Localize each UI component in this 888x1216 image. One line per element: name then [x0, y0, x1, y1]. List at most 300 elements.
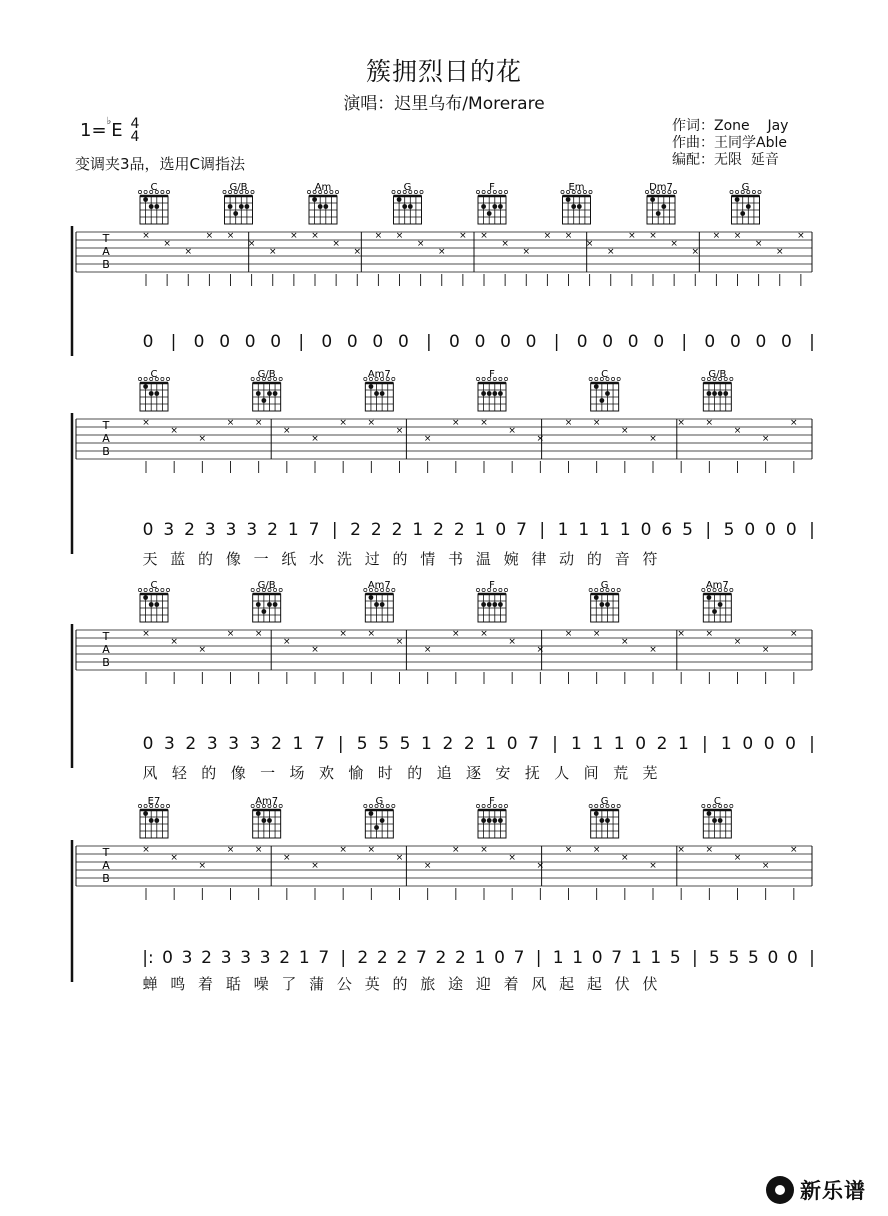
- jianpu-note: 0: [744, 520, 756, 540]
- tab-note: ×: [649, 231, 657, 241]
- tab-note: ×: [733, 853, 742, 863]
- tab-note: ×: [452, 845, 460, 855]
- tab-note: ×: [142, 418, 150, 428]
- lyric-char: 噪: [253, 975, 269, 993]
- jianpu-note: 1: [485, 734, 497, 754]
- jianpu-note: 1: [570, 734, 582, 754]
- jianpu-note: 1: [720, 734, 732, 754]
- arranger-credit: 编配：无限 延音: [672, 152, 779, 168]
- chord-diagram: [364, 369, 395, 411]
- lyric-char: 荒: [613, 764, 629, 782]
- jianpu-note: 2: [455, 948, 466, 968]
- jianpu-row: [0, 734, 888, 758]
- jianpu-note: 2: [271, 734, 282, 754]
- jianpu-note: 0: [162, 948, 173, 968]
- jianpu-barline: |: [298, 332, 305, 352]
- jianpu-note: 2: [463, 734, 475, 754]
- jianpu-barline: |: [809, 734, 815, 754]
- jianpu-note: 0: [576, 332, 588, 352]
- lyric-char: 像: [225, 550, 241, 568]
- jianpu-barline: |: [809, 948, 815, 968]
- jianpu-note: 0: [219, 332, 231, 352]
- chord-diagram: [138, 369, 169, 411]
- lyric-char: 着: [198, 975, 214, 993]
- jianpu-note: 0: [500, 332, 511, 352]
- lyric-char: 一: [260, 764, 276, 782]
- jianpu-note: 0: [767, 948, 779, 968]
- jianpu-note: 3: [163, 520, 175, 540]
- chord-name: Em: [568, 182, 585, 193]
- jianpu-barline: |: [691, 948, 698, 968]
- tab-note: ×: [311, 434, 319, 444]
- lyric-char: 天: [142, 550, 158, 568]
- tab-note: ×: [268, 247, 277, 257]
- key-prefix: 1=: [80, 120, 107, 141]
- tab-note: ×: [761, 861, 770, 871]
- tab-clef-letter: T: [102, 630, 110, 643]
- lyric-char: 风: [142, 764, 158, 782]
- lyric-char: 洗: [336, 550, 352, 568]
- chord-diagram: [561, 182, 592, 224]
- jianpu-note: 5: [682, 520, 693, 540]
- jianpu-barline: |: [337, 734, 344, 754]
- jianpu-note: 5: [723, 520, 735, 540]
- jianpu-note: 3: [246, 520, 258, 540]
- jianpu-note: 2: [391, 520, 403, 540]
- tab-note: ×: [254, 845, 263, 855]
- tab-note: ×: [670, 239, 678, 249]
- vinyl-record-icon: [766, 1176, 794, 1204]
- lyrics-row: [0, 762, 888, 784]
- tab-note: ×: [606, 247, 615, 257]
- chord-name: F: [489, 369, 495, 380]
- chord-name: C: [601, 369, 609, 380]
- chord-name: F: [489, 796, 495, 807]
- jianpu-note: 2: [442, 734, 454, 754]
- lyric-char: 迎: [475, 975, 491, 993]
- chord-name: G: [375, 796, 384, 807]
- chord-diagram: [589, 369, 620, 411]
- tab-note: ×: [543, 231, 552, 241]
- jianpu-note: 1: [592, 734, 604, 754]
- lyric-char: 愉: [348, 764, 364, 782]
- jianpu-note: 0: [627, 332, 639, 352]
- lyric-char: 纸: [281, 550, 297, 568]
- tab-note: ×: [621, 426, 629, 436]
- tab-clef-letter: B: [102, 872, 110, 885]
- tab-note: ×: [621, 637, 629, 647]
- tab-note: ×: [290, 231, 298, 241]
- tab-note: ×: [536, 434, 545, 444]
- tab-note: ×: [677, 629, 685, 639]
- tab-note: ×: [205, 231, 214, 241]
- tab-note: ×: [585, 239, 594, 249]
- jianpu-note: 0: [372, 332, 384, 352]
- lyric-char: 英: [364, 975, 380, 993]
- jianpu-note: 3: [220, 948, 232, 968]
- jianpu-note: 3: [204, 520, 216, 540]
- tab-note: ×: [311, 645, 319, 655]
- meter-top: 4: [130, 116, 140, 132]
- tab-note: ×: [423, 645, 432, 655]
- key-note: E: [111, 120, 123, 141]
- lyric-char: 伏: [614, 975, 630, 993]
- key-flat: ♭: [106, 116, 112, 127]
- jianpu-note: 2: [267, 520, 278, 540]
- lyric-char: 人: [554, 764, 570, 782]
- jianpu-note: 1: [613, 734, 625, 754]
- tab-note: ×: [628, 231, 636, 241]
- tab-note: ×: [501, 239, 509, 249]
- jianpu-note: 2: [435, 948, 447, 968]
- jianpu-note: 0: [755, 332, 767, 352]
- jianpu-barline: |: [552, 734, 558, 754]
- jianpu-note: 7: [318, 948, 330, 968]
- jianpu-note: 1: [557, 520, 569, 540]
- chord-name: G/B: [257, 580, 276, 591]
- jianpu-row: [0, 520, 888, 544]
- chord-name: Am7: [705, 580, 729, 591]
- jianpu-note: 0: [742, 734, 754, 754]
- lyric-char: 像: [230, 764, 246, 782]
- tab-note: ×: [733, 637, 742, 647]
- tab-note: ×: [649, 861, 657, 871]
- lyric-char: 起: [586, 975, 602, 993]
- tab-note: ×: [480, 418, 488, 428]
- jianpu-barline: |: [170, 332, 177, 352]
- chord-name: Am7: [367, 369, 391, 380]
- jianpu-note: 1: [292, 734, 304, 754]
- site-logo: [766, 1172, 866, 1208]
- jianpu-barline: |:: [142, 948, 154, 968]
- lyric-char: 的: [392, 550, 408, 568]
- chord-name: G: [600, 796, 609, 807]
- meter-bottom: 4: [130, 129, 140, 145]
- tab-note: ×: [592, 418, 601, 428]
- jianpu-note: 5: [399, 734, 411, 754]
- tab-note: ×: [339, 629, 347, 639]
- jianpu-note: 0: [525, 332, 537, 352]
- jianpu-note: 2: [433, 520, 444, 540]
- chord-name: G: [600, 580, 609, 591]
- tab-note: ×: [459, 231, 467, 241]
- tab-note: ×: [564, 418, 573, 428]
- jianpu-note: 3: [249, 734, 261, 754]
- jianpu-barline: |: [809, 332, 815, 352]
- jianpu-row: [0, 332, 888, 356]
- chord-diagram: [251, 369, 282, 411]
- lyric-char: 安: [495, 764, 511, 782]
- lyrics-row: [0, 973, 888, 995]
- jianpu-note: 3: [163, 734, 175, 754]
- lyric-char: 欢: [318, 764, 334, 782]
- jianpu-note: 0: [653, 332, 665, 352]
- tab-note: ×: [437, 247, 446, 257]
- tab-note: ×: [705, 629, 714, 639]
- tab-note: ×: [283, 426, 291, 436]
- tab-note: ×: [705, 418, 714, 428]
- tab-note: ×: [649, 645, 657, 655]
- jianpu-note: 2: [453, 520, 465, 540]
- lyric-char: 着: [503, 975, 519, 993]
- jianpu-note: 5: [728, 948, 740, 968]
- tab-note: ×: [353, 247, 362, 257]
- lyric-char: 时: [377, 764, 393, 782]
- jianpu-note: 2: [279, 948, 291, 968]
- jianpu-note: 0: [785, 520, 797, 540]
- tab-note: ×: [712, 231, 721, 241]
- jianpu-note: 1: [298, 948, 310, 968]
- jianpu-note: 0: [704, 332, 716, 352]
- jianpu-row: [0, 948, 888, 972]
- lyric-char: 鸣: [170, 975, 186, 993]
- chord-name: G/B: [708, 369, 727, 380]
- tab-note: ×: [790, 629, 798, 639]
- tab-note: ×: [564, 629, 573, 639]
- chord-diagram: [138, 796, 169, 838]
- tab-note: ×: [621, 853, 629, 863]
- logo-text: 新乐谱: [800, 1179, 866, 1203]
- tab-clef-letter: T: [102, 232, 110, 245]
- lyric-char: 的: [586, 550, 602, 568]
- tab-clef-letter: A: [102, 643, 110, 656]
- tab-clef-letter: A: [102, 245, 110, 258]
- jianpu-note: 0: [397, 332, 409, 352]
- lyric-char: 一: [253, 550, 269, 568]
- jianpu-note: 0: [449, 332, 460, 352]
- jianpu-note: 0: [193, 332, 205, 352]
- tab-note: ×: [395, 231, 404, 241]
- jianpu-barline: |: [340, 948, 347, 968]
- jianpu-note: 2: [185, 734, 197, 754]
- chord-name: F: [489, 182, 495, 193]
- jianpu-note: 1: [287, 520, 299, 540]
- lyricist-credit: 作词：Zone Jay: [672, 118, 789, 134]
- jianpu-note: 2: [656, 734, 668, 754]
- jianpu-note: 2: [201, 948, 212, 968]
- tab-clef-letter: B: [102, 656, 110, 669]
- chord-diagram: [702, 796, 733, 838]
- tab-note: ×: [754, 239, 763, 249]
- jianpu-note: 0: [495, 520, 507, 540]
- tab-note: ×: [649, 434, 657, 444]
- tab-note: ×: [332, 239, 340, 249]
- chord-name: Am7: [255, 796, 279, 807]
- chord-name: Dm7: [649, 182, 673, 193]
- lyric-char: 聒: [225, 975, 241, 993]
- lyric-char: 了: [281, 975, 297, 993]
- jianpu-note: 1: [421, 734, 432, 754]
- jianpu-note: 0: [494, 948, 505, 968]
- jianpu-note: 1: [474, 948, 486, 968]
- jianpu-note: 1: [630, 948, 642, 968]
- jianpu-note: 0: [346, 332, 358, 352]
- tab-note: ×: [691, 247, 700, 257]
- lyric-char: 伏: [642, 975, 658, 993]
- chord-name: G/B: [229, 182, 248, 193]
- chord-diagram: [476, 369, 507, 411]
- jianpu-note: 0: [474, 332, 486, 352]
- jianpu-note: 7: [516, 520, 527, 540]
- lyric-char: 温: [475, 550, 491, 568]
- jianpu-note: 7: [513, 948, 525, 968]
- chord-diagram: [364, 796, 395, 838]
- tab-note: ×: [508, 637, 516, 647]
- tab-note: ×: [226, 231, 235, 241]
- lyric-char: 旅: [420, 975, 436, 993]
- lyric-char: 婉: [503, 550, 519, 568]
- chord-name: G/B: [257, 369, 276, 380]
- jianpu-note: 1: [578, 520, 590, 540]
- jianpu-note: 0: [142, 520, 154, 540]
- jianpu-note: 5: [356, 734, 368, 754]
- jianpu-note: 0: [591, 948, 603, 968]
- jianpu-note: 0: [321, 332, 333, 352]
- tab-clef-letter: B: [102, 258, 110, 271]
- lyric-char: 芜: [642, 764, 658, 782]
- lyric-char: 情: [420, 550, 436, 568]
- jianpu-barline: |: [539, 520, 546, 540]
- tab-note: ×: [311, 231, 319, 241]
- tab-note: ×: [395, 426, 404, 436]
- jianpu-note: 0: [765, 520, 776, 540]
- lyric-char: 轻: [171, 764, 187, 782]
- lyric-char: 蒲: [309, 975, 325, 993]
- tab-note: ×: [142, 629, 150, 639]
- tab-note: ×: [254, 629, 263, 639]
- chord-name: C: [150, 182, 158, 193]
- lyric-char: 公: [336, 975, 352, 993]
- jianpu-note: 2: [370, 520, 382, 540]
- tab-note: ×: [536, 861, 545, 871]
- jianpu-note: 7: [528, 734, 539, 754]
- tab-note: ×: [592, 845, 601, 855]
- jianpu-note: 0: [781, 332, 792, 352]
- jianpu-note: 1: [572, 948, 584, 968]
- tab-note: ×: [677, 418, 685, 428]
- tab-note: ×: [184, 247, 193, 257]
- jianpu-barline: |: [426, 332, 432, 352]
- tab-clef-letter: B: [102, 445, 110, 458]
- lyric-char: 音: [614, 550, 630, 568]
- tab-note: ×: [395, 637, 404, 647]
- tab-note: ×: [247, 239, 256, 249]
- lyric-char: 蓝: [170, 550, 186, 568]
- jianpu-note: 1: [599, 520, 610, 540]
- tab-note: ×: [480, 231, 488, 241]
- composer-credit: 作曲：王同学Able: [672, 135, 787, 151]
- jianpu-note: 7: [313, 734, 325, 754]
- jianpu-note: 0: [270, 332, 282, 352]
- tab-note: ×: [536, 645, 545, 655]
- tab-note: ×: [423, 434, 432, 444]
- tab-note: ×: [254, 418, 263, 428]
- jianpu-note: 6: [661, 520, 673, 540]
- tab-clef-letter: A: [102, 432, 110, 445]
- tab-note: ×: [733, 426, 742, 436]
- jianpu-note: 5: [747, 948, 759, 968]
- tab-note: ×: [226, 845, 235, 855]
- chord-name: C: [713, 796, 721, 807]
- tab-note: ×: [142, 231, 150, 241]
- tab-note: ×: [367, 418, 376, 428]
- chord-name: G: [741, 182, 750, 193]
- jianpu-note: 0: [506, 734, 518, 754]
- chord-name: F: [489, 580, 495, 591]
- chord-diagram: [476, 580, 507, 622]
- lyric-char: 的: [201, 764, 217, 782]
- tab-note: ×: [480, 845, 488, 855]
- tab-clef-letter: T: [102, 846, 110, 859]
- tab-clef-letter: T: [102, 419, 110, 432]
- lyric-char: 的: [392, 975, 408, 993]
- jianpu-barline: |: [681, 332, 688, 352]
- tab-note: ×: [226, 629, 235, 639]
- chord-diagram: [702, 369, 733, 411]
- lyric-char: 律: [531, 550, 547, 568]
- jianpu-note: 1: [552, 948, 564, 968]
- tab-note: ×: [522, 247, 531, 257]
- chord-diagram: [138, 182, 169, 224]
- jianpu-note: 2: [357, 948, 369, 968]
- tab-note: ×: [198, 861, 207, 871]
- jianpu-note: 5: [378, 734, 390, 754]
- chord-diagram: [223, 182, 254, 224]
- chord-diagram: [364, 580, 395, 622]
- chord-diagram: [251, 580, 282, 622]
- jianpu-note: 0: [244, 332, 256, 352]
- tab-note: ×: [705, 845, 714, 855]
- lyric-char: 水: [309, 550, 325, 568]
- tab-note: ×: [395, 853, 404, 863]
- chord-diagram: [702, 580, 733, 622]
- tab-note: ×: [283, 853, 291, 863]
- jianpu-note: 3: [240, 948, 252, 968]
- chord-diagram: [645, 182, 676, 224]
- tab-note: ×: [452, 629, 460, 639]
- tab-note: ×: [797, 231, 805, 241]
- tab-note: ×: [311, 861, 319, 871]
- tab-note: ×: [480, 629, 488, 639]
- tab-note: ×: [339, 418, 347, 428]
- tab-note: ×: [170, 637, 178, 647]
- tab-note: ×: [452, 418, 460, 428]
- tab-note: ×: [339, 845, 347, 855]
- tab-note: ×: [564, 845, 573, 855]
- lyrics-row: [0, 548, 888, 570]
- jianpu-note: 3: [259, 948, 271, 968]
- chord-diagram: [251, 796, 282, 838]
- tab-note: ×: [790, 845, 798, 855]
- lyric-char: 过: [364, 550, 380, 568]
- chord-diagram: [392, 182, 423, 224]
- chord-diagram: [589, 796, 620, 838]
- song-title: 簇拥烈日的花: [365, 57, 522, 86]
- chord-diagram: [138, 580, 169, 622]
- jianpu-barline: |: [705, 520, 712, 540]
- tab-note: ×: [416, 239, 425, 249]
- tab-note: ×: [564, 231, 573, 241]
- jianpu-note: 0: [763, 734, 775, 754]
- jianpu-barline: |: [331, 520, 338, 540]
- lyric-char: 书: [448, 550, 464, 568]
- tab-note: ×: [198, 645, 207, 655]
- chord-diagram: [476, 182, 507, 224]
- jianpu-note: 7: [308, 520, 320, 540]
- lyric-char: 逐: [466, 764, 482, 782]
- jianpu-note: 0: [142, 734, 154, 754]
- chord-diagram: [730, 182, 761, 224]
